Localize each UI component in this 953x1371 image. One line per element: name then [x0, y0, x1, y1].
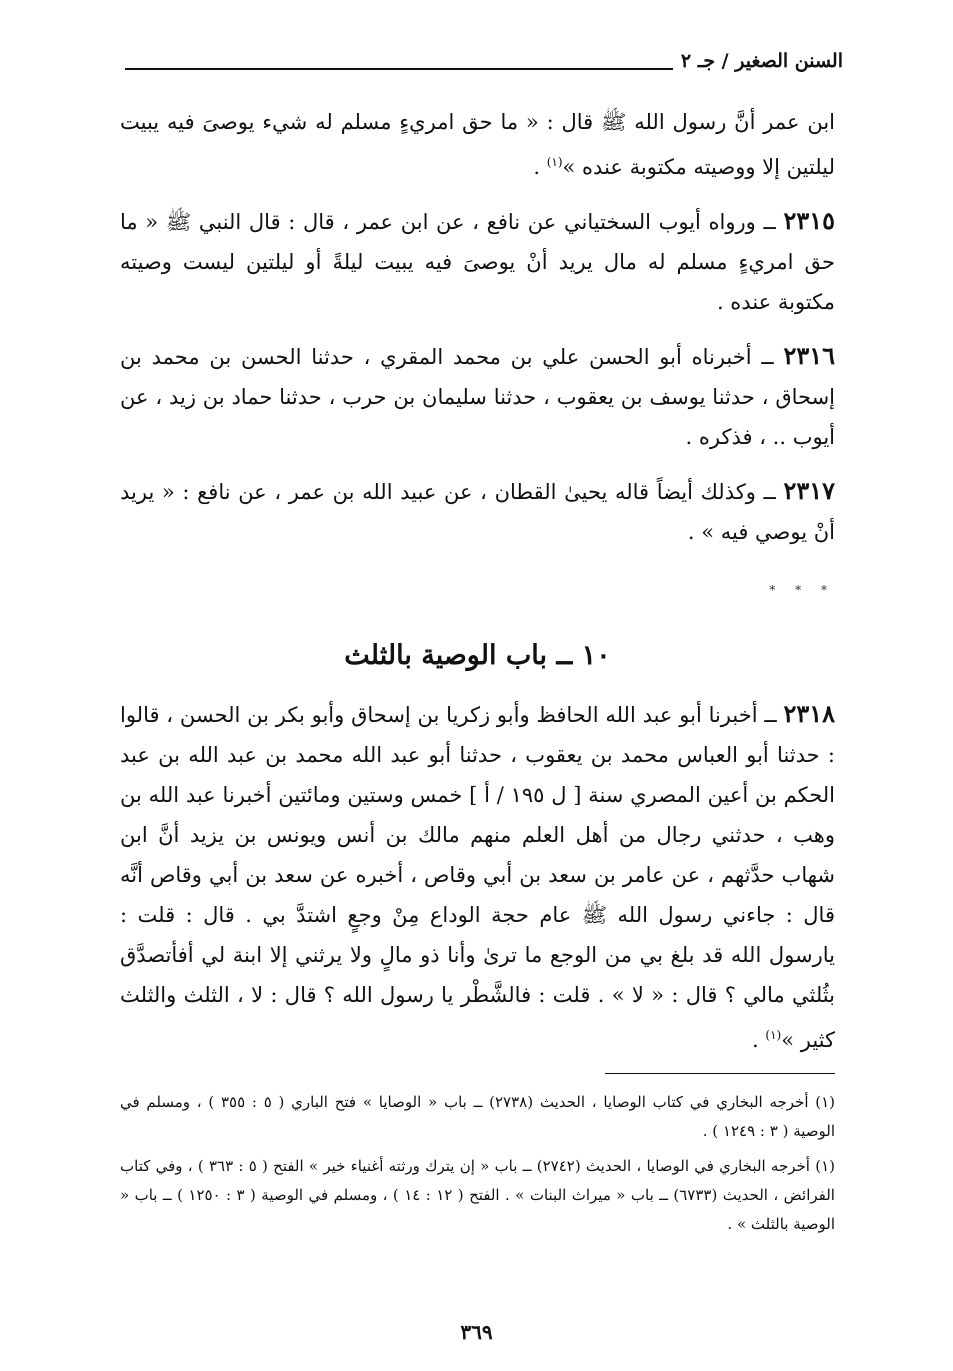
paragraph-tail: .	[752, 1028, 766, 1052]
footnote-rule	[605, 1073, 835, 1074]
chapter-heading: ١٠ ــ باب الوصية بالثلث	[344, 640, 611, 671]
hadith-2318	[120, 694, 835, 1060]
paragraph-continuation	[120, 102, 835, 187]
hadith-2316	[120, 336, 835, 457]
footnote-ref: (١)	[546, 155, 563, 169]
header-title: السنن الصغير / جـ ٢	[680, 50, 843, 72]
page-number: ٣٦٩	[460, 1320, 493, 1344]
running-header	[125, 48, 843, 78]
paragraph-tail: .	[533, 155, 547, 179]
hadith-text: ــ ورواه أيوب السختياني عن نافع ، عن ابن عمر ، قال : قال النبي ﷺ « ما حق امريءٍ مسلم له مال يريد أنْ يوصىَ فيه يبيت ليلةً أو ليلتين ليست وصيته مكتوبة عنده .	[120, 210, 835, 314]
footnote-ref: (١)	[765, 1028, 782, 1042]
hadith-2317	[120, 471, 835, 552]
hadith-number: ٢٣١٨	[783, 699, 835, 728]
hadith-text: ــ أخبرنا أبو عبد الله الحافظ وأبو زكريا بن إسحاق وأبو بكر بن الحسن ، قالوا : حدثنا أبو العباس محمد بن يعقوب ، حدثنا أبو عبد الله محمد بن عبد الله بن عبد الحكم بن أعين المصري سنة [ ل ١٩٥ / أ ] خمس وستين ومائتين أخبرنا عبد الله بن وهب ، حدثني رجال من أهل العلم منهم مالك بن أنس ويونس بن يزيد أنَّ ابن شهاب حدَّثهم ، عن عامر بن سعد بن أبي وقاص ، أخبره عن سعد بن أبي وقاص أنَّه قال : جاءني رسول الله ﷺ عام حجة الوداع مِنْ وجعٍ اشتدَّ بي . قال : قلت : يارسول الله قد بلغ بي من الوجع ما ترىٰ وأنا ذو مالٍ ولا يرثني إلا ابنة لي أفأتصدَّق بثُلثي مالي ؟ قال : « لا » . قلت : فالشَّطْر يا رسول الله ؟ قال : لا ، الثلث والثلث كثير »	[120, 703, 836, 1052]
footnotes	[120, 1088, 835, 1245]
hadith-text: ــ أخبرناه أبو الحسن علي بن محمد المقري ، حدثنا الحسن بن محمد بن إسحاق ، حدثنا يوسف بن يعقوب ، حدثنا سليمان بن حرب ، حدثنا حماد بن زيد ، عن أيوب .. ، فذكره .	[120, 345, 835, 449]
header-rule	[125, 68, 673, 70]
hadith-number: ٢٣١٦	[783, 341, 835, 370]
section-separator: * * *	[769, 583, 835, 597]
paragraph-text: ابن عمر أنَّ رسول الله ﷺ قال : « ما حق امريءٍ مسلم له شيء يوصىَ فيه يبيت ليلتين إلا ووصيته مكتوبة عنده »	[120, 110, 835, 179]
footnote-1: (١) أخرجه البخاري في كتاب الوصايا ، الحديث (٢٧٣٨) ــ باب « الوصايا » فتح الباري ( ٥ : ٣٥٥ ) ، ومسلم في الوصية ( ٣ : ١٢٤٩ ) .	[120, 1093, 836, 1140]
footnote-2: (١) أخرجه البخاري في الوصايا ، الحديث (٢٧٤٢) ــ باب « إن يترك ورثته أغنياء خير » الفتح ( ٥ : ٣٦٣ ) ، وفي كتاب الفرائض ، الحديث (٦٧٣٣) ــ باب « ميراث البنات » . الفتح ( ١٢ : ١٤ ) ، ومسلم في الوصية ( ٣ : ١٢٥٠ ) ــ باب « الوصية بالثلث » .	[120, 1157, 835, 1233]
main-text	[120, 102, 835, 1074]
hadith-number: ٢٣١٧	[783, 476, 835, 505]
hadith-2315	[120, 201, 835, 322]
hadith-number: ٢٣١٥	[783, 206, 835, 235]
hadith-text: ــ وكذلك أيضاً قاله يحيىٰ القطان ، عن عبيد الله بن عمر ، عن نافع : « يريد أنْ يوصي فيه » .	[120, 480, 835, 544]
